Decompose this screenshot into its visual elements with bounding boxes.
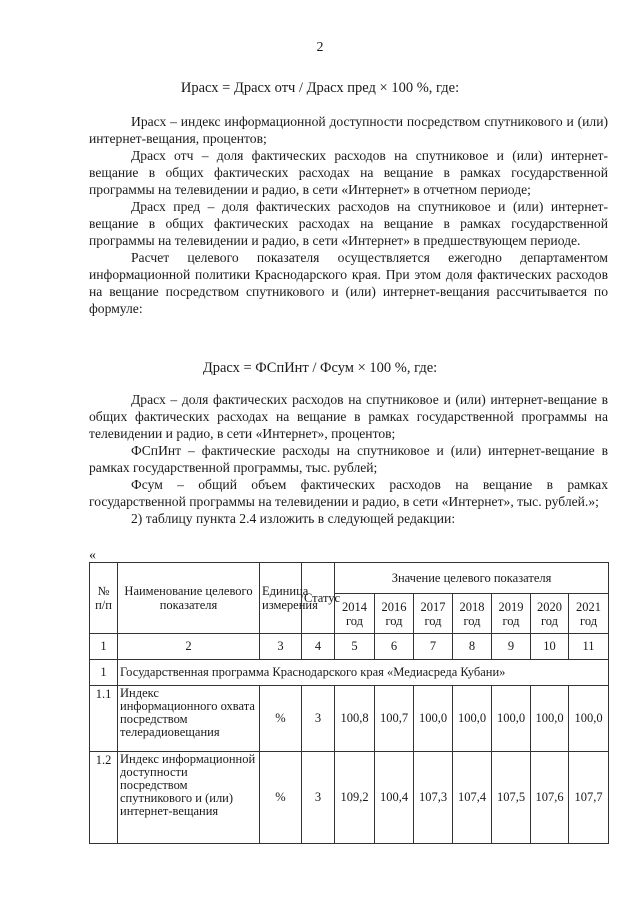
row-num: 1.2: [90, 752, 118, 844]
row-unit: %: [260, 752, 302, 844]
column-number: 9: [492, 634, 531, 660]
definition-drash: Драсх – доля фактических расходов на спутниковое и (или) интернет-вещание в общих фактических расходах на вещание в рамках государственной программы на телевидении и радио, в сети «Интернет», процентов;: [89, 392, 608, 441]
row-num: 1.1: [90, 686, 118, 752]
header-name: Наименование целевого показателя: [118, 563, 260, 634]
row-value-2019: 107,5: [492, 752, 531, 844]
row-value-2018: 100,0: [453, 686, 492, 752]
definition-fspint: ФСпИнт – фактические расходы на спутниковое и (или) интернет-вещание в рамках государственной программы, тыс. рублей;: [89, 443, 608, 475]
definition-drash-pred: Драсх пред – доля фактических расходов на спутниковое и (или) интернет-вещание в общих фактических расходах на вещание в рамках государственной программы на телевидении и радио, в сети «Интернет» в предшествующем периоде.: [89, 199, 608, 248]
column-number: 5: [335, 634, 375, 660]
header-year: 2017 год: [414, 594, 453, 634]
section-title: Государственная программа Краснодарского края «Медиасреда Кубани»: [118, 660, 609, 686]
header-status: Статус: [302, 563, 335, 634]
section-num: 1: [90, 660, 118, 686]
definition-drash-otch: Драсх отч – доля фактических расходов на спутниковое и (или) интернет-вещание в общих фактических расходах на вещание в рамках государственной программы на телевидении и радио, в сети «Интернет» в отчетном периоде;: [89, 148, 608, 197]
row-value-2017: 107,3: [414, 752, 453, 844]
header-year: 2019 год: [492, 594, 531, 634]
definitions-block-1: [89, 113, 608, 317]
table-row: [90, 686, 609, 752]
row-indicator-name: Индекс информационной доступности посредством спутникового и (или) интернет-вещания: [118, 752, 260, 844]
formula-irash: Ирасх = Драсх отч / Драсх пред × 100 %, где:: [180, 80, 460, 96]
row-value-2020: 100,0: [531, 686, 569, 752]
row-value-2016: 100,4: [375, 752, 414, 844]
column-number: 7: [414, 634, 453, 660]
row-value-2014: 100,8: [335, 686, 375, 752]
row-value-2018: 107,4: [453, 752, 492, 844]
column-numbers-row: [90, 634, 609, 660]
header-unit: Единица измерения: [260, 563, 302, 634]
header-year: 2020 год: [531, 594, 569, 634]
target-indicators-table: [89, 562, 609, 844]
formula-drash: Драсх = ФСпИнт / Фсум × 100 %, где:: [202, 360, 438, 376]
header-year: 2016 год: [375, 594, 414, 634]
row-indicator-name: Индекс информационного охвата посредством телерадиовещания: [118, 686, 260, 752]
definitions-block-2: [89, 391, 608, 527]
column-number: 11: [569, 634, 609, 660]
column-number: 10: [531, 634, 569, 660]
table-header-row: [90, 563, 609, 594]
column-number: 8: [453, 634, 492, 660]
row-value-2021: 100,0: [569, 686, 609, 752]
table-row: [90, 752, 609, 844]
column-number: 1: [90, 634, 118, 660]
row-status: 3: [302, 686, 335, 752]
row-value-2017: 100,0: [414, 686, 453, 752]
header-year: 2014 год: [335, 594, 375, 634]
row-value-2016: 100,7: [375, 686, 414, 752]
column-number: 3: [260, 634, 302, 660]
section-row: [90, 660, 609, 686]
table-instruction: 2) таблицу пункта 2.4 изложить в следующей редакции:: [131, 511, 456, 526]
opening-quote: «: [89, 548, 96, 563]
definition-fsum: Фсум – общий объем фактических расходов на вещание в рамках государственной программы на телевидении и радио, в сети «Интернет», тыс. рублей.»;: [89, 477, 608, 509]
row-unit: %: [260, 686, 302, 752]
column-number: 6: [375, 634, 414, 660]
column-number: 2: [118, 634, 260, 660]
row-value-2020: 107,6: [531, 752, 569, 844]
definition-irash: Ирасх – индекс информационной доступности посредством спутникового и (или) интернет-вещания, процентов;: [89, 114, 608, 146]
row-value-2014: 109,2: [335, 752, 375, 844]
calculation-paragraph: Расчет целевого показателя осуществляется ежегодно департаментом информационной политики Краснодарского края. При этом доля фактических расходов на вещание посредством спутникового и (или) интернет-вещания рассчитывается по формуле:: [89, 250, 608, 316]
row-value-2019: 100,0: [492, 686, 531, 752]
row-status: 3: [302, 752, 335, 844]
row-value-2021: 107,7: [569, 752, 609, 844]
header-year: 2021 год: [569, 594, 609, 634]
page-number: 2: [316, 40, 324, 55]
header-year: 2018 год: [453, 594, 492, 634]
header-values-group: Значение целевого показателя: [335, 563, 609, 594]
header-num: № п/п: [90, 563, 118, 634]
column-number: 4: [302, 634, 335, 660]
